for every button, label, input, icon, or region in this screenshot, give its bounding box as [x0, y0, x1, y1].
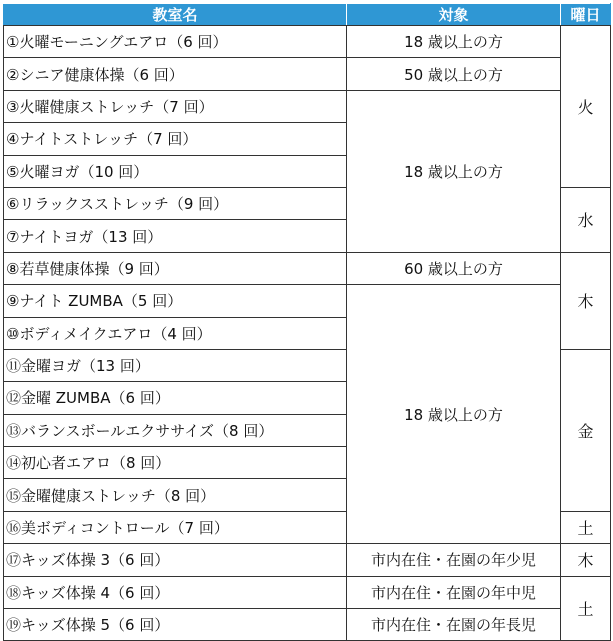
class-name: ⑫金曜 ZUMBA（6 回）	[4, 382, 347, 414]
class-name: ⑦ナイトヨガ（13 回）	[4, 220, 347, 252]
day-cell: 火	[561, 26, 611, 188]
class-name: ⑮金曜健康ストレッチ（8 回）	[4, 479, 347, 511]
class-name: ⑩ボディメイクエアロ（4 回）	[4, 317, 347, 349]
class-target: 市内在住・在園の年少児	[347, 544, 561, 576]
class-schedule-table	[3, 3, 611, 641]
class-name: ⑧若草健康体操（9 回）	[4, 252, 347, 284]
table-row	[4, 58, 611, 90]
class-name: ⑱キッズ体操 4（6 回）	[4, 576, 347, 608]
class-name: ⑤火曜ヨガ（10 回）	[4, 155, 347, 187]
class-name: ⑥リラックスストレッチ（9 回）	[4, 187, 347, 219]
class-name: ⑯美ボディコントロール（7 回）	[4, 511, 347, 543]
header-day: 曜日	[561, 4, 611, 26]
header-class-name: 教室名	[4, 4, 347, 26]
day-cell: 水	[561, 187, 611, 252]
day-cell: 木	[561, 252, 611, 349]
class-name: ①火曜モーニングエアロ（6 回）	[4, 26, 347, 58]
day-cell: 金	[561, 349, 611, 511]
class-name: ②シニア健康体操（6 回）	[4, 58, 347, 90]
class-name: ④ナイトストレッチ（7 回）	[4, 123, 347, 155]
day-cell: 土	[561, 576, 611, 641]
class-target: 18 歳以上の方	[347, 90, 561, 252]
class-name: ⑭初心者エアロ（8 回）	[4, 447, 347, 479]
table-row	[4, 576, 611, 608]
class-target: 市内在住・在園の年長児	[347, 609, 561, 641]
class-target: 18 歳以上の方	[347, 285, 561, 544]
class-name: ⑪金曜ヨガ（13 回）	[4, 349, 347, 381]
day-cell: 土	[561, 511, 611, 543]
class-target: 50 歳以上の方	[347, 58, 561, 90]
table-row	[4, 90, 611, 122]
table-row	[4, 252, 611, 284]
day-cell: 木	[561, 544, 611, 576]
header-row	[4, 4, 611, 26]
table-row	[4, 285, 611, 317]
class-name: ⑲キッズ体操 5（6 回）	[4, 609, 347, 641]
class-name: ③火曜健康ストレッチ（7 回）	[4, 90, 347, 122]
class-name: ⑨ナイト ZUMBA（5 回）	[4, 285, 347, 317]
class-target: 18 歳以上の方	[347, 26, 561, 58]
table-row	[4, 544, 611, 576]
table-row	[4, 26, 611, 58]
class-name: ⑬バランスボールエクササイズ（8 回）	[4, 414, 347, 446]
class-target: 60 歳以上の方	[347, 252, 561, 284]
table-row	[4, 609, 611, 641]
class-target: 市内在住・在園の年中児	[347, 576, 561, 608]
header-target: 対象	[347, 4, 561, 26]
class-name: ⑰キッズ体操 3（6 回）	[4, 544, 347, 576]
